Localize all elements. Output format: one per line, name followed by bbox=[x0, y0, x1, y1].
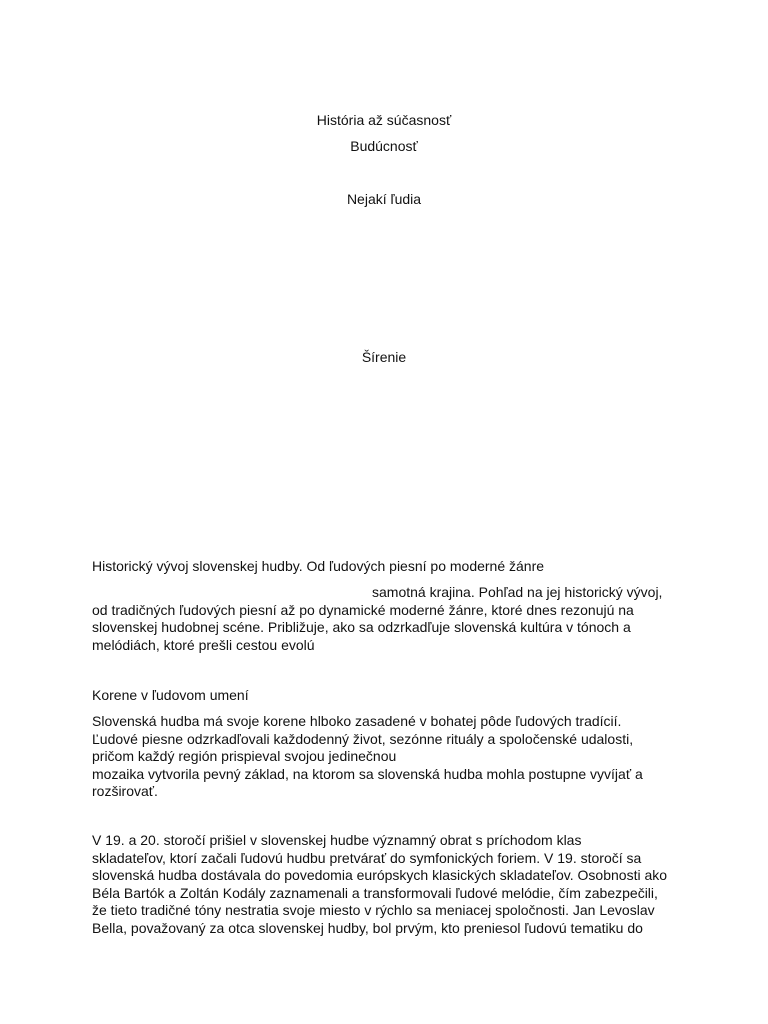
intro-line: slovenskej hudobnej scéne. Približuje, ako sa odzrkadľuje slovenská kultúra v tónoch a bbox=[92, 619, 631, 635]
intro-paragraph bbox=[92, 584, 692, 654]
roots-title-text: Korene v ľudovom umení bbox=[92, 687, 249, 703]
heading-future: Budúcnosť bbox=[350, 138, 418, 154]
intro-title-text: Historický vývoj slovenskej hudby. Od ľudových piesní po moderné žánre bbox=[92, 558, 545, 574]
intro-line: melódiách, ktoré prešli cestou evolú bbox=[92, 636, 315, 653]
roots-line: Slovenská hudba má svoje korene hlboko zasadené v bohatej pôde ľudových tradícií. bbox=[92, 713, 622, 729]
classical-line: Béla Bartók a Zoltán Kodály zaznamenali a transformovali ľudové melódie, čím zabezpečili, bbox=[92, 884, 658, 901]
classical-line: skladateľov, ktorí začali ľudovú hudbu pretvárať do symfonických foriem. V 19. storočí sa bbox=[92, 849, 642, 866]
intro-line: samotná krajina. Pohľad na jej historický vývoj, bbox=[372, 584, 663, 600]
heading-spread: Šírenie bbox=[361, 349, 407, 365]
intro-line: od tradičných ľudových piesní až po dynamické moderné žánre, ktoré dnes rezonujú na bbox=[92, 601, 634, 618]
classical-line: slovenská hudba dostávala do povedomia európskych klasických skladateľov. Osobnosti ako bbox=[92, 867, 668, 883]
roots-title bbox=[92, 687, 692, 705]
heading-history: História až súčasnosť bbox=[316, 112, 452, 128]
roots-line: rozširovať. bbox=[92, 783, 158, 799]
roots-line: Ľudové piesne odzrkadľovali každodenný život, sezónne rituály a spoločenské udalosti, bbox=[92, 730, 634, 747]
roots-line: mozaika vytvorila pevný základ, na ktorom sa slovenská hudba mohla postupne vyvíjať a bbox=[92, 765, 643, 782]
roots-line: pričom každý región prispieval svojou jedinečnou bbox=[92, 748, 397, 764]
classical-line: že tieto tradičné tóny nestratia svoje miesto v rýchlo sa meniacej spoločnosti. Jan Levoslav bbox=[92, 902, 655, 918]
classical-line: Bella, považovaný za otca slovenskej hudby, bol prvým, kto preniesol ľudovú tematiku do bbox=[92, 919, 643, 936]
roots-paragraph bbox=[92, 713, 692, 801]
heading-people: Nejakí ľudia bbox=[346, 191, 422, 207]
classical-paragraph bbox=[92, 832, 692, 937]
classical-line: V 19. a 20. storočí prišiel v slovenskej hudbe významný obrat s príchodom klas bbox=[92, 832, 582, 848]
intro-title bbox=[92, 558, 692, 576]
